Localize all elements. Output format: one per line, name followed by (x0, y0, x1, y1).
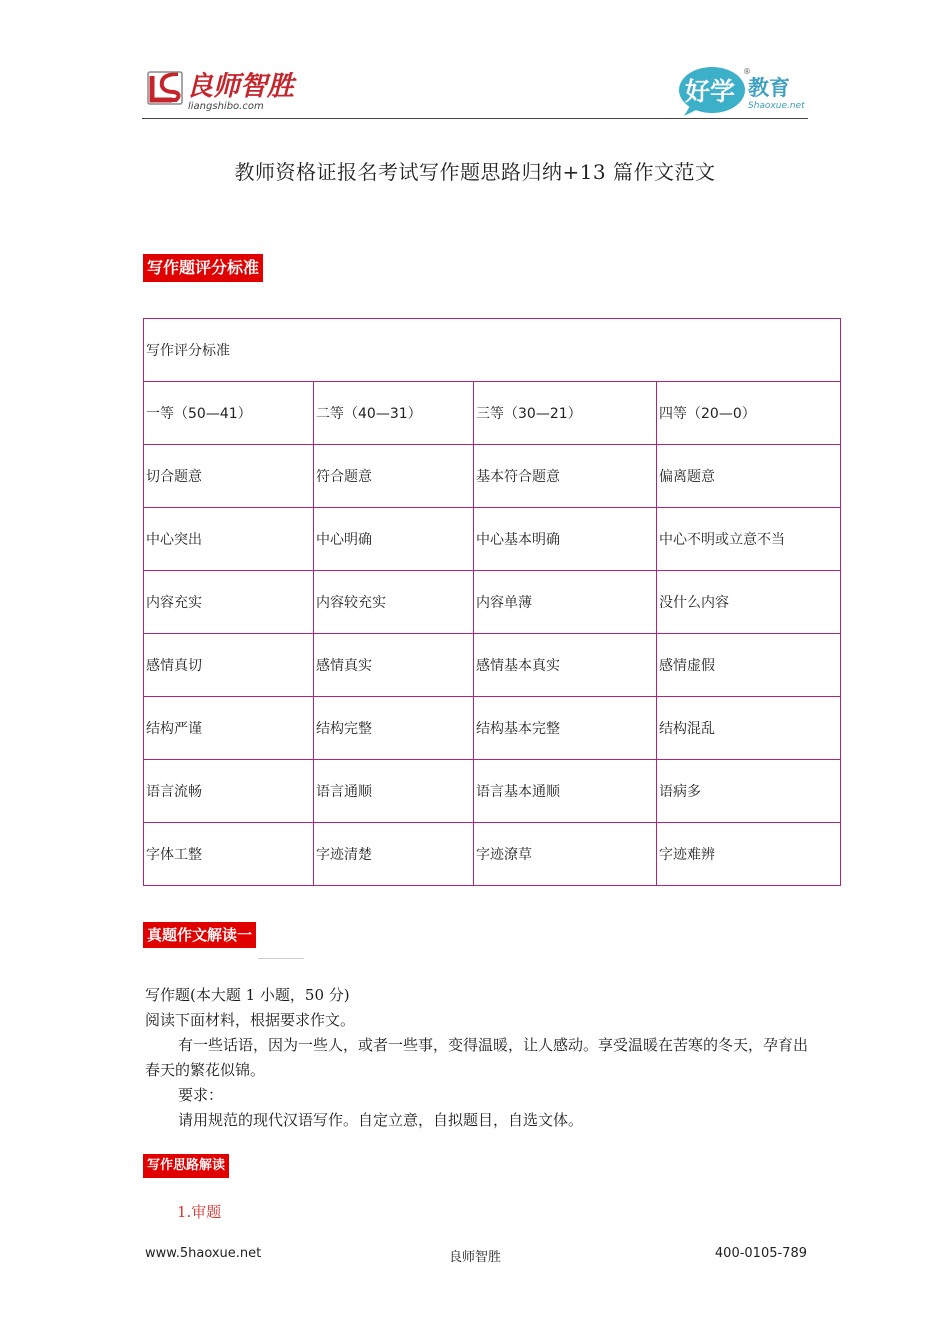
table-cell: 基本符合题意 (474, 445, 657, 508)
subheading-review: 1.审题 (177, 1203, 222, 1221)
svg-text:liangshibo.com: liangshibo.com (188, 101, 264, 112)
table-cell: 语言通顺 (314, 760, 474, 823)
table-header-cell: 二等（40—31） (314, 382, 474, 445)
table-cell: 结构完整 (314, 697, 474, 760)
header-divider (142, 118, 808, 119)
table-row (144, 445, 841, 508)
scoring-table (143, 318, 841, 886)
requirement-label: 要求： (178, 1086, 224, 1104)
table-cell: 感情真切 (144, 634, 314, 697)
table-cell: 结构严谨 (144, 697, 314, 760)
table-cell: 偏离题意 (657, 445, 841, 508)
question-instruction: 阅读下面材料，根据要求作文。 (145, 1011, 356, 1029)
question-material: 有一些话语，因为一些人，或者一些事，变得温暖，让人感动。享受温暖在苦寒的冬天，孕育出春天的繁花似锦。 (145, 1036, 809, 1079)
svg-text:®: ® (743, 67, 751, 76)
table-cell: 中心突出 (144, 508, 314, 571)
table-row (144, 760, 841, 823)
table-cell: 结构混乱 (657, 697, 841, 760)
table-cell: 语言流畅 (144, 760, 314, 823)
table-cell: 内容单薄 (474, 571, 657, 634)
table-cell: 字迹清楚 (314, 823, 474, 886)
ls-mark-icon (148, 72, 182, 104)
table-cell: 没什么内容 (657, 571, 841, 634)
table-row (144, 634, 841, 697)
footer-brand: 良师智胜 (448, 1250, 501, 1265)
table-header-cell: 一等（50—41） (144, 382, 314, 445)
table-cell: 中心明确 (314, 508, 474, 571)
table-cell: 切合题意 (144, 445, 314, 508)
question-body (145, 983, 810, 1133)
section-tag-essay-one: 真题作文解读一 (143, 922, 256, 948)
table-header-cell: 四等（20—0） (657, 382, 841, 445)
table-header-cell: 三等（30—21） (474, 382, 657, 445)
requirement-text: 请用规范的现代汉语写作。自定立意，自拟题目，自选文体。 (178, 1111, 584, 1129)
svg-text:好学: 好学 (685, 77, 736, 106)
decorative-line (258, 958, 304, 959)
table-caption: 写作评分标准 (144, 319, 841, 382)
table-row (144, 571, 841, 634)
liangshi-logo (146, 62, 346, 114)
table-cell: 结构基本完整 (474, 697, 657, 760)
table-cell: 中心基本明确 (474, 508, 657, 571)
table-cell: 感情真实 (314, 634, 474, 697)
table-header-row (144, 382, 841, 445)
footer-phone: 400-0105-789 (714, 1246, 807, 1261)
table-cell: 语病多 (657, 760, 841, 823)
question-heading: 写作题(本大题 1 小题，50 分) (145, 986, 350, 1004)
svg-text:良师智胜: 良师智胜 (186, 71, 294, 102)
svg-text:Shaoxue.net: Shaoxue.net (748, 101, 805, 111)
table-cell: 字体工整 (144, 823, 314, 886)
table-cell: 符合题意 (314, 445, 474, 508)
table-cell: 感情虚假 (657, 634, 841, 697)
footer-website: www.5haoxue.net (145, 1246, 262, 1261)
table-row (144, 508, 841, 571)
section-tag-approach: 写作思路解读 (143, 1154, 229, 1178)
table-cell: 字迹难辨 (657, 823, 841, 886)
document-title: 教师资格证报名考试写作题思路归纳+13 篇作文范文 (234, 160, 716, 184)
haoxue-logo (676, 62, 826, 116)
table-cell: 语言基本通顺 (474, 760, 657, 823)
table-row (144, 823, 841, 886)
section-tag-scoring: 写作题评分标准 (143, 254, 263, 282)
table-cell: 中心不明或立意不当 (657, 508, 841, 571)
svg-text:教育: 教育 (748, 76, 790, 100)
table-cell: 感情基本真实 (474, 634, 657, 697)
table-cell: 内容较充实 (314, 571, 474, 634)
table-row (144, 697, 841, 760)
table-cell: 内容充实 (144, 571, 314, 634)
table-cell: 字迹潦草 (474, 823, 657, 886)
table-caption-row (144, 319, 841, 382)
